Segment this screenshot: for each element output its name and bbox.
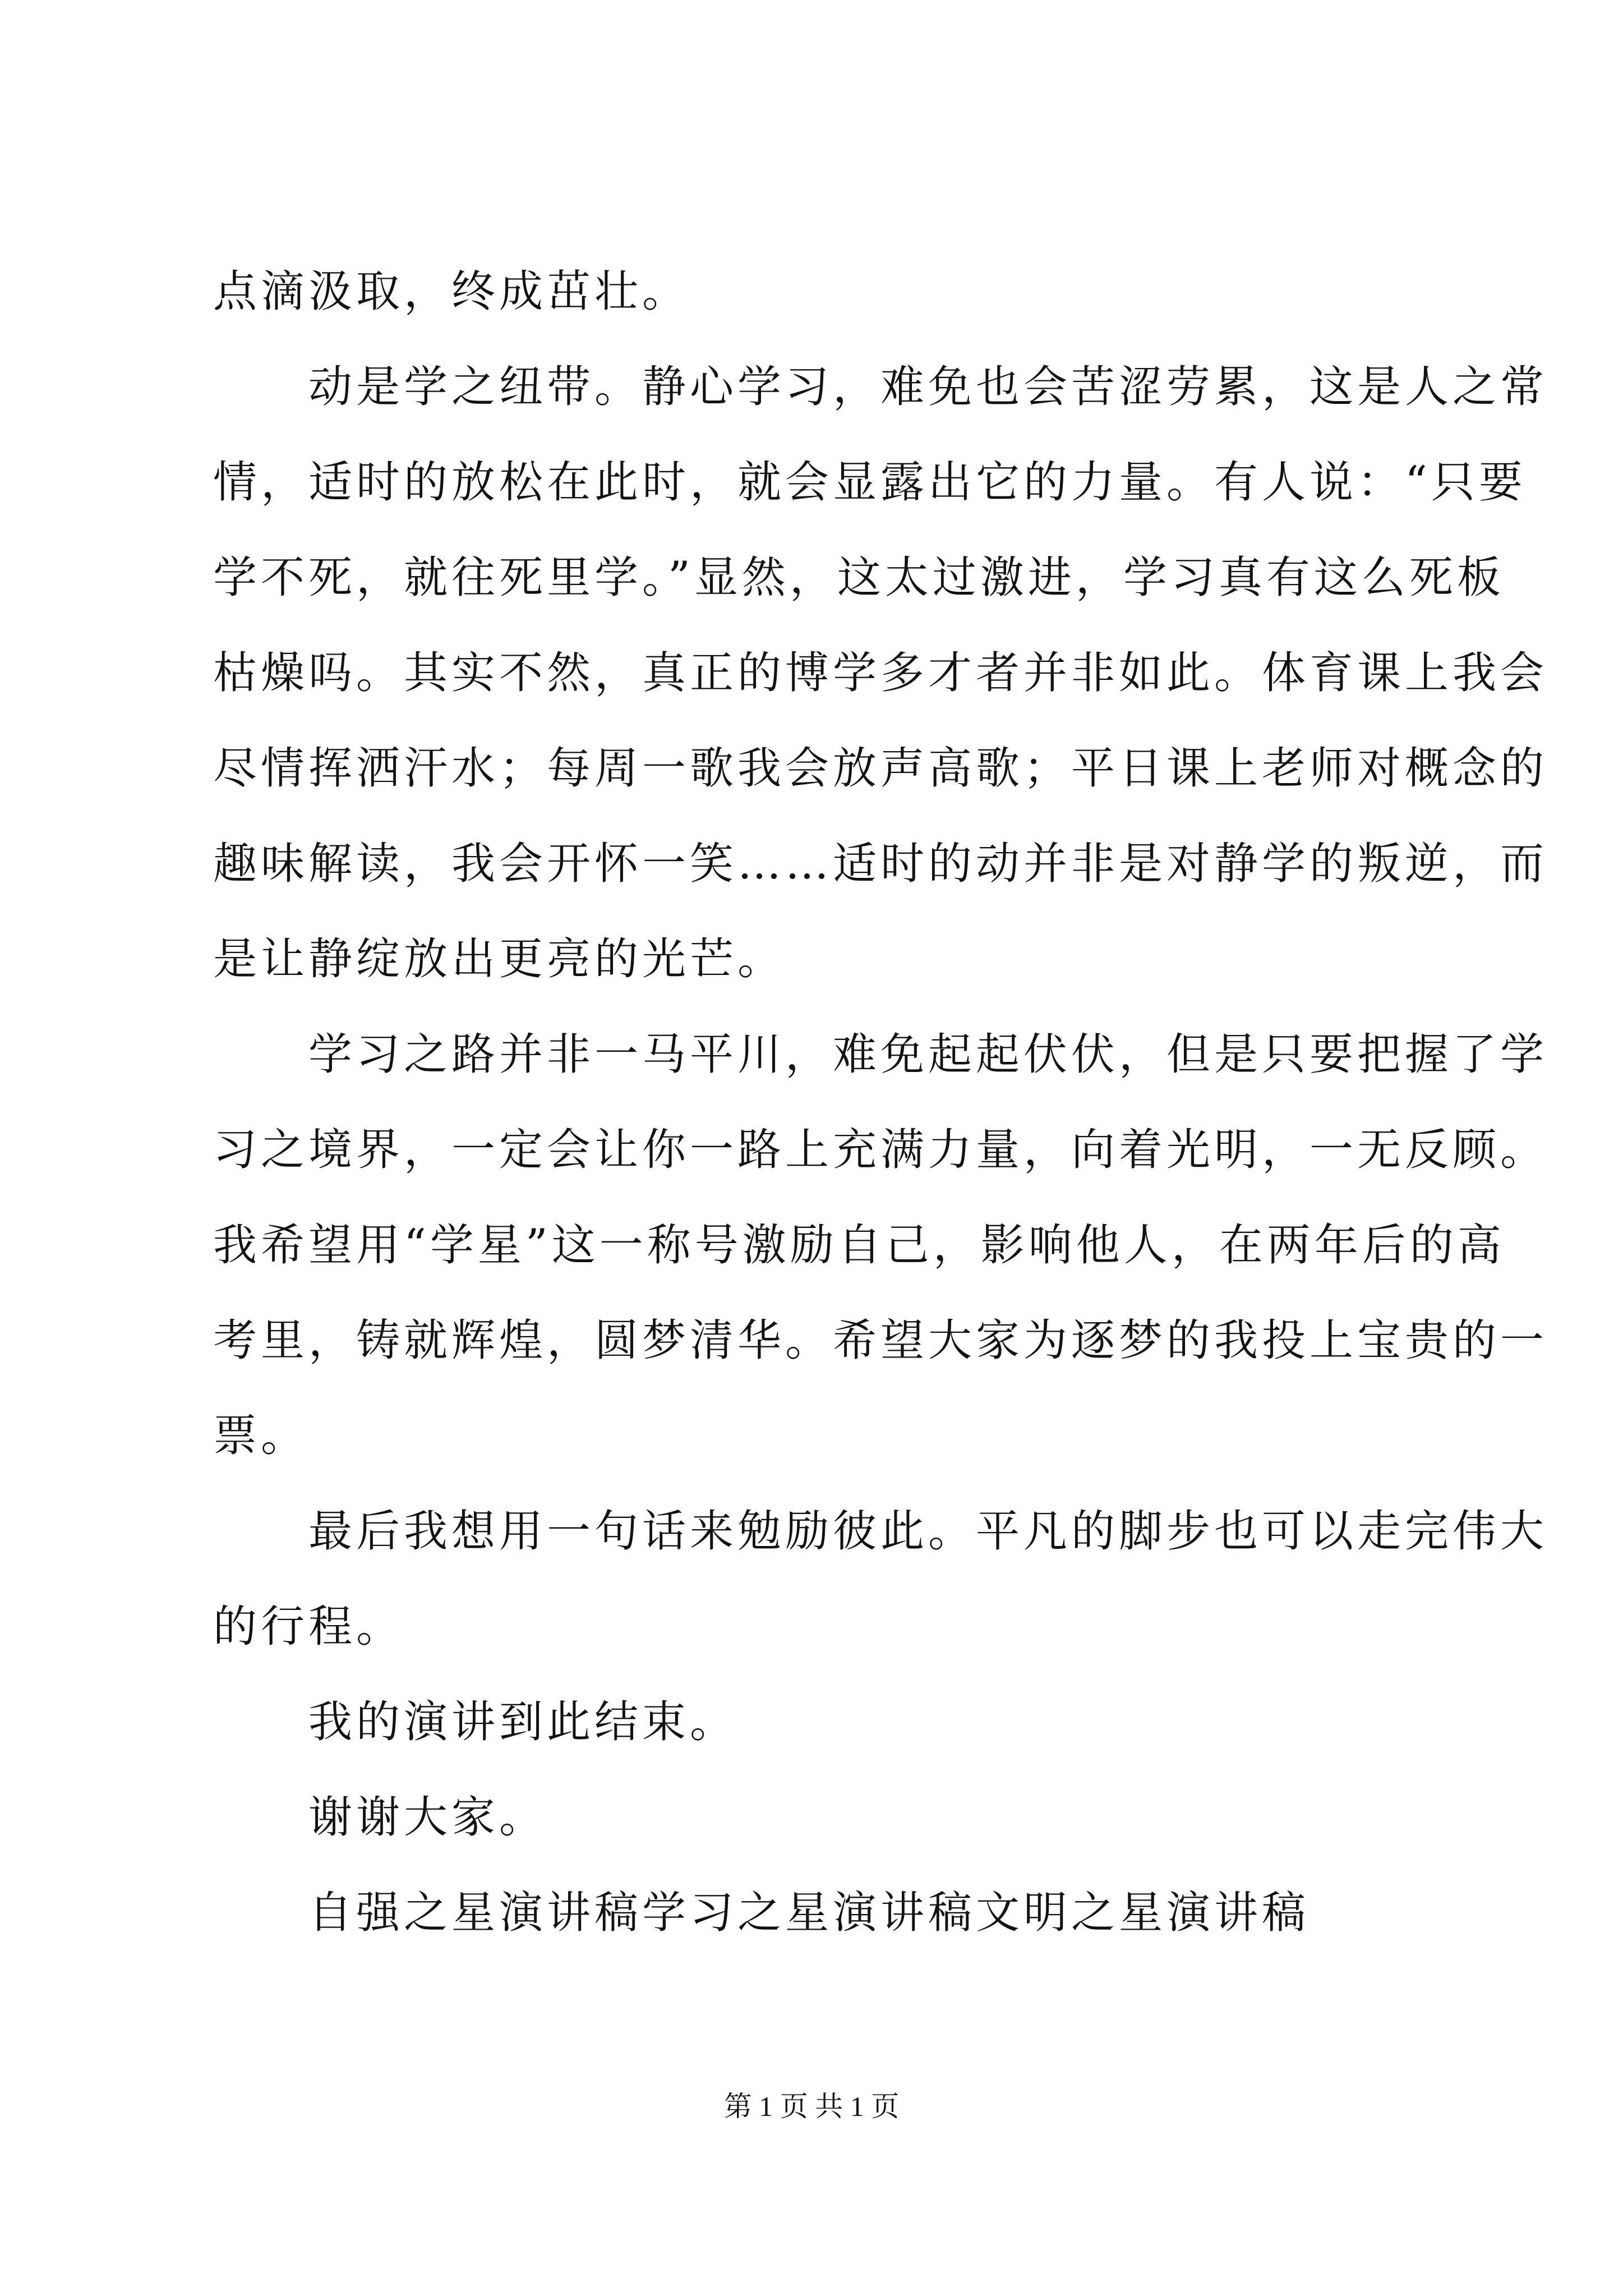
closing-line: 我的演讲到此结束。 [308, 1697, 738, 1747]
text-line: 的行程。 [213, 1602, 404, 1652]
text-line: 点滴汲取，终成茁壮。 [213, 266, 690, 317]
text-line: 趣味解读，我会开怀一笑……适时的动并非是对静学的叛逆，而 [213, 839, 1548, 889]
text-line: 枯燥吗。其实不然，真正的博学多才者并非如此。体育课上我会 [213, 648, 1548, 698]
paragraph-first-line: 动是学之纽带。静心学习，难免也会苦涩劳累，这是人之常 [308, 362, 1548, 412]
page-footer: 第 1 页 共 1 页 [723, 2091, 900, 2122]
paragraph-first-line: 学习之路并非一马平川，难免起起伏伏，但是只要把握了学 [308, 1029, 1548, 1080]
text-line: 我希望用“学星”这一称号激励自己，影响他人，在两年后的高 [213, 1220, 1505, 1271]
text-line: 考里，铸就辉煌，圆梦清华。希望大家为逐梦的我投上宝贵的一 [213, 1315, 1548, 1366]
paragraph-first-line: 最后我想用一句话来勉励彼此。平凡的脚步也可以走完伟大 [308, 1506, 1548, 1557]
thanks-line: 谢谢大家。 [308, 1792, 547, 1843]
text-line: 是让静绽放出更亮的光芒。 [213, 934, 786, 984]
text-line: 习之境界，一定会让你一路上充满力量，向着光明，一无反顾。 [213, 1125, 1548, 1175]
text-line: 尽情挥洒汗水；每周一歌我会放声高歌；平日课上老师对概念的 [213, 743, 1548, 794]
text-line: 情，适时的放松在此时，就会显露出它的力量。有人说：“只要 [213, 457, 1527, 508]
text-line: 学不死，就往死里学。”显然，这太过激进，学习真有这么死板 [213, 553, 1505, 603]
text-line: 票。 [213, 1411, 309, 1461]
related-titles-line: 自强之星演讲稿学习之星演讲稿文明之星演讲稿 [308, 1888, 1310, 1938]
